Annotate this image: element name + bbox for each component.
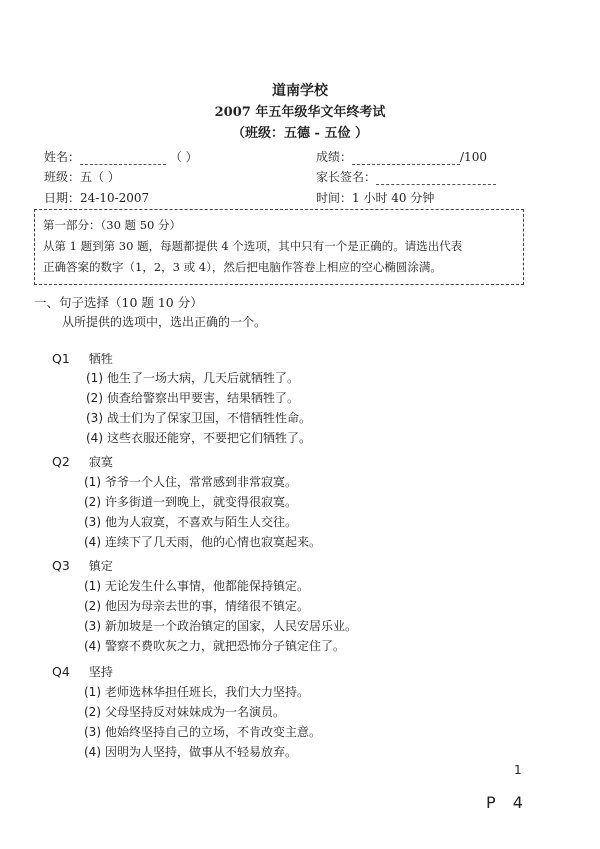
- option-number: (1): [86, 371, 103, 385]
- q1-option-4[interactable]: [86, 429, 311, 446]
- option-text: 无论发生什么事情，他都能保持镇定。: [105, 579, 310, 593]
- score-total: /100: [460, 150, 487, 164]
- option-text: 这些衣服还能穿，不要把它们牺牲了。: [107, 431, 312, 445]
- class-note: （班级：五德 - 五俭 ）: [232, 126, 368, 141]
- page-mark: P 4: [486, 793, 529, 812]
- option-number: (1): [84, 475, 101, 489]
- option-number: (2): [86, 391, 103, 405]
- q1-option-2[interactable]: [86, 389, 299, 406]
- question-label: Q2: [52, 454, 70, 469]
- option-text: 他始终坚持自己的立场，不肯改变主意。: [105, 725, 322, 739]
- option-text: 警察不费吹灰之力，就把恐怖分子镇定住了。: [105, 639, 346, 653]
- option-number: (1): [84, 579, 101, 593]
- option-number: (2): [84, 599, 101, 613]
- option-text: 老师选林华担任班长，我们大力坚持。: [105, 685, 310, 699]
- option-number: (4): [84, 535, 101, 549]
- exam-title: 2007 年五年级华文年终考试: [214, 105, 386, 120]
- instructions-part: 第一部分：（30 题 50 分）: [43, 218, 181, 232]
- option-text: 连续下了几天雨，他的心情也寂寞起来。: [105, 535, 322, 549]
- q1-option-3[interactable]: [86, 409, 311, 426]
- page-number: 1: [514, 763, 522, 777]
- name-blank: [80, 152, 166, 165]
- question-word: 寂寞: [88, 455, 113, 469]
- name-label: 姓名：: [44, 150, 81, 164]
- option-text: 战士们为了保家卫国，不惜牺牲性命。: [107, 411, 312, 425]
- q4-option-2[interactable]: [84, 703, 285, 720]
- question-word: 镇定: [88, 559, 113, 573]
- question-2: [52, 451, 113, 470]
- question-word: 坚持: [88, 665, 113, 679]
- q2-option-3[interactable]: [84, 513, 297, 530]
- option-number: (1): [84, 685, 101, 699]
- q3-option-1[interactable]: [84, 577, 309, 594]
- instructions-box: [34, 209, 524, 285]
- option-number: (4): [84, 639, 101, 653]
- instructions-line-1: 从第 1 题到第 30 题，每题都提供 4 个选项，其中只有一个是正确的。请选出代表: [43, 239, 463, 253]
- option-number: (3): [84, 515, 101, 529]
- option-text: 新加坡是一个政治镇定的国家，人民安居乐业。: [105, 619, 358, 633]
- question-label: Q4: [52, 664, 70, 679]
- q3-option-3[interactable]: [84, 617, 357, 634]
- option-text: 他因为母亲去世的事，情绪很不镇定。: [105, 599, 310, 613]
- q3-option-4[interactable]: [84, 637, 345, 654]
- option-number: (4): [84, 745, 101, 759]
- question-label: Q1: [52, 351, 70, 366]
- section-subtitle: 从所提供的选项中，选出正确的一个。: [62, 315, 267, 329]
- school-name: 道南学校: [272, 83, 328, 99]
- question-word: 牺牲: [88, 352, 113, 366]
- signature-blank: [376, 172, 496, 185]
- option-text: 他为人寂寞，不喜欢与陌生人交往。: [105, 515, 298, 529]
- class-field: 班级：五（ ）: [44, 170, 120, 184]
- option-text: 父母坚持反对妹妹成为一名演员。: [105, 705, 286, 719]
- option-text: 他生了一场大病，几天后就牺牲了。: [107, 371, 300, 385]
- q3-option-2[interactable]: [84, 597, 309, 614]
- option-number: (2): [84, 705, 101, 719]
- q4-option-3[interactable]: [84, 723, 321, 740]
- question-4: [52, 661, 113, 680]
- option-number: (3): [84, 725, 101, 739]
- option-number: (2): [84, 495, 101, 509]
- option-text: 爷爷一个人住，常常感到非常寂寞。: [105, 475, 298, 489]
- q1-option-1[interactable]: [86, 369, 299, 386]
- score-blank: [352, 152, 460, 165]
- option-number: (3): [86, 411, 103, 425]
- parent-signature-field: [316, 168, 496, 185]
- option-text: 侦查给警察出甲要害，结果牺牲了。: [107, 391, 300, 405]
- option-number: (3): [84, 619, 101, 633]
- date-label: 日期：24-10-2007: [44, 191, 150, 205]
- time-label: 时间：1 小时 40 分钟: [316, 191, 435, 205]
- score-label: 成绩：: [316, 150, 353, 164]
- q4-option-1[interactable]: [84, 683, 309, 700]
- name-paren: （ ）: [169, 150, 198, 164]
- score-field: [316, 148, 487, 165]
- question-label: Q3: [52, 558, 70, 573]
- q2-option-2[interactable]: [84, 493, 297, 510]
- q4-option-4[interactable]: [84, 743, 297, 760]
- name-field: [44, 148, 198, 165]
- instructions-line-2: 正确答案的数字（1，2，3 或 4），然后把电脑作答卷上相应的空心椭圆涂满。: [43, 260, 442, 274]
- question-3: [52, 555, 113, 574]
- option-text: 许多街道一到晚上，就变得很寂寞。: [105, 495, 298, 509]
- option-text: 因明为人坚持，做事从不轻易放弃。: [105, 745, 298, 759]
- parent-label: 家长签名：: [316, 170, 377, 184]
- question-1: [52, 348, 113, 367]
- q2-option-4[interactable]: [84, 533, 321, 550]
- option-number: (4): [86, 431, 103, 445]
- q2-option-1[interactable]: [84, 473, 297, 490]
- section-title: 一、句子选择（10 题 10 分）: [34, 295, 203, 310]
